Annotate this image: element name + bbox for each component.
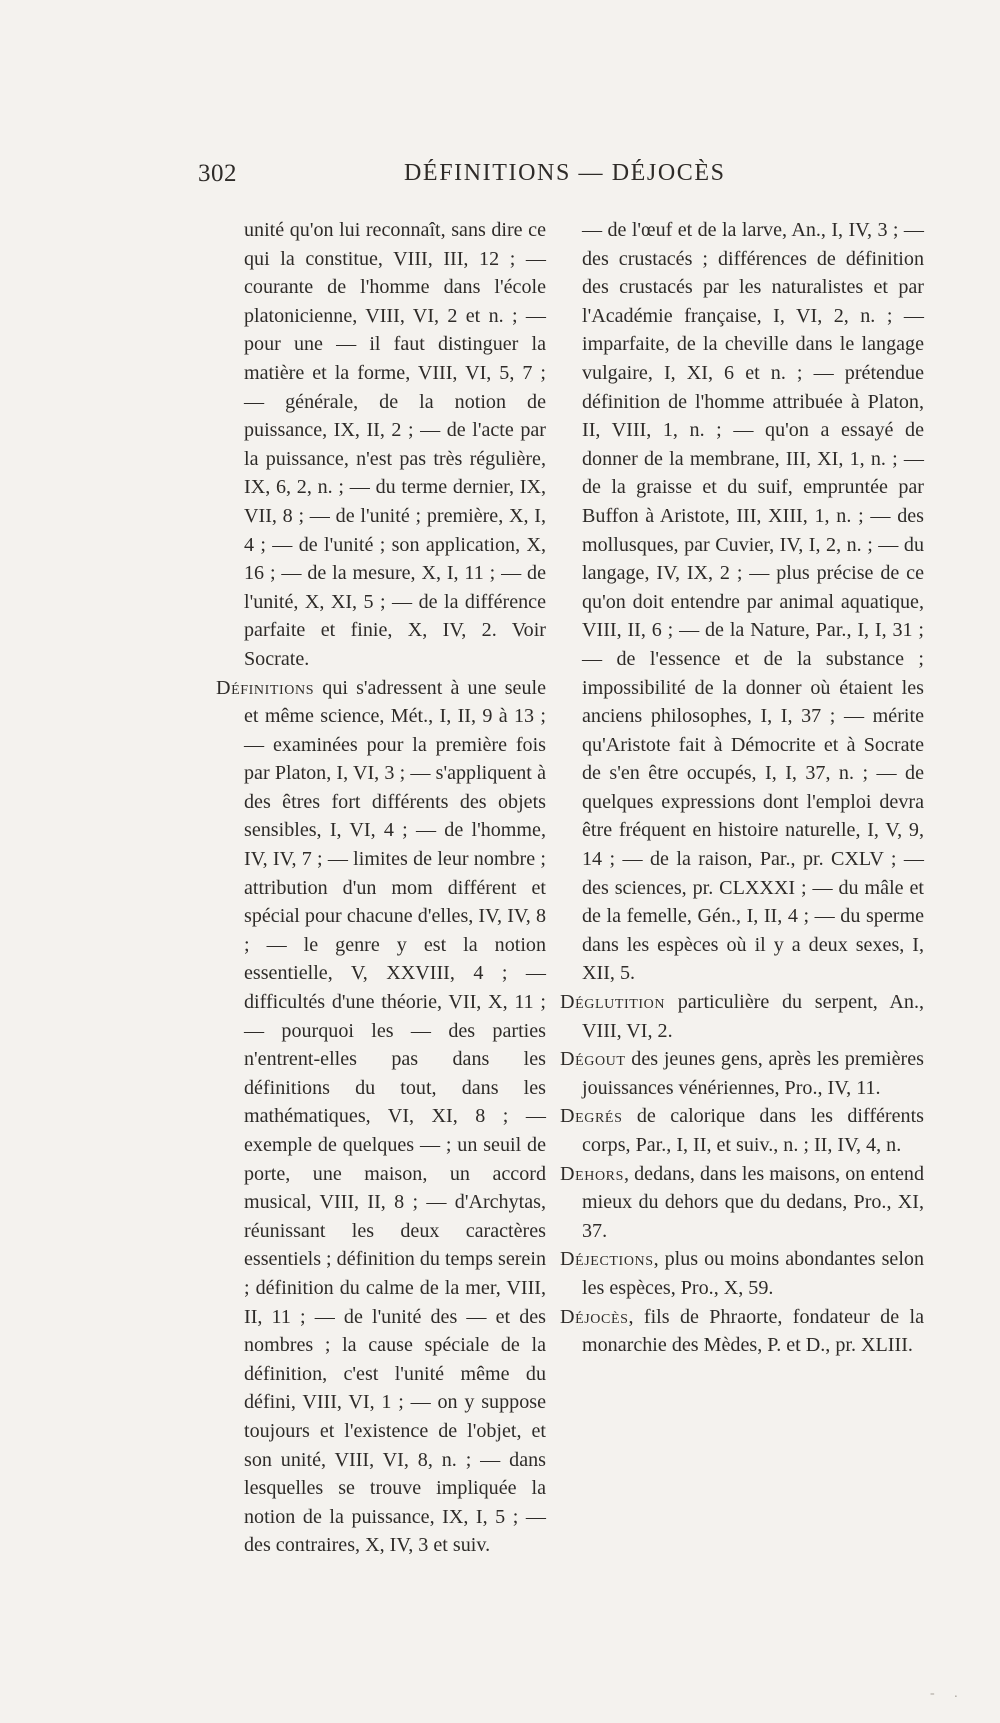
entry-text: , plus ou moins abondantes selon les espèces, Pro., X, 59. <box>582 1248 924 1299</box>
page-header <box>198 160 798 194</box>
index-entry <box>560 1045 924 1102</box>
entry-text: de calorique dans les différents corps, Par., I, II, et suiv., n. ; II, IV, 4, n. <box>582 1105 924 1156</box>
index-entry <box>216 674 546 1560</box>
running-head: DÉFINITIONS — DÉJOCÈS <box>404 160 726 186</box>
index-entry <box>560 1245 924 1302</box>
index-entry <box>560 988 924 1045</box>
continuation-text: — de l'œuf et de la larve, An., I, IV, 3 ; — des crustacés ; différences de définition des crustacés par les naturalistes et par l'Académie française, I, VI, 2, n. ; — imparfaite, de la cheville dans le langage vulgaire, I, XI, 6 et n. ; — prétendue définition de l'homme attribuée à Platon, II, VIII, 1, n. ; — qu'on a essayé de donner de la membrane, III, XI, 1, n. ; — de la graisse et du suif, empruntée par Buffon à Aristote, III, XIII, 1, n. ; — des mollusques, par Cuvier, IV, I, 2, n. ; — du langage, IV, IX, 2 ; — plus précise de ce qu'on doit entendre par animal aquatique, VIII, II, 6 ; — de la Nature, Par., I, I, 31 ; — de l'essence et de la substance ; impossibilité de la donner où étaient les anciens philosophes, I, I, 37 ; — mérite qu'Aristote fait à Démocrite et à Socrate de s'en être occupés, I, I, 37, n. ; — de quelques expressions dont l'emploi devra être fréquent en histoire naturelle, I, V, 9, 14 ; — de la raison, Par., pr. CXLV ; — des sciences, pr. CLXXXI ; — du mâle et de la femelle, Gén., I, II, 4 ; — du sperme dans les espèces où il y a deux sexes, I, XII, 5. <box>582 219 924 985</box>
index-entry <box>560 1303 924 1360</box>
entry-text: , dedans, dans les maisons, on entend mieux du dehors que du dedans, Pro., XI, 37. <box>582 1162 924 1242</box>
entry-headword: Déjections <box>560 1248 654 1271</box>
entry-text: qui s'adressent à une seule et même science, Mét., I, II, 9 à 13 ; — examinées pour la première fois par Platon, I, VI, 3 ; — s'appliquent à des êtres fort différents des objets sensibles, I, VI, 4 ; — de l'homme, IV, IV, 7 ; — limites de leur nombre ; attribution d'un mom différent et spécial pour chacune d'elles, IV, IV, 8 ; — le genre y est la notion essentielle, V, XXVIII, 4 ; — difficultés d'une théorie, VII, X, 11 ; — pourquoi les — des parties n'entrent-elles pas dans les définitions du tout, dans les mathématiques, VI, XI, 8 ; — exemple de quelques — ; un seuil de porte, une maison, un accord musical, VIII, II, 8 ; — d'Archytas, réunissant les deux caractères essentiels ; définition du temps serein ; définition du calme de la mer, VIII, II, 11 ; — de l'unité des — et des nombres ; la cause spéciale de la définition, c'est l'unité même du défini, VIII, VI, 1 ; — on y suppose toujours et l'existence de l'objet, et son unité, VIII, VI, 8, n. ; — dans lesquelles se trouve impliquée la notion de la puissance, IX, I, 5 ; — des contraires, X, IV, 3 et suiv. <box>244 676 546 1557</box>
page-number: 302 <box>198 160 237 187</box>
index-entry <box>560 1160 924 1246</box>
entry-text: , fils de Phraorte, fondateur de la monarchie des Mèdes, P. et D., pr. XLIII. <box>582 1305 924 1357</box>
footer-mark: - . <box>930 1686 966 1701</box>
entry-headword: Déglutition <box>560 991 666 1014</box>
index-entry <box>560 1102 924 1159</box>
entry-headword: Dégout <box>560 1048 626 1071</box>
entry-headword: Degrés <box>560 1105 623 1128</box>
entry-headword: Déjocès <box>560 1305 629 1328</box>
right-column <box>560 216 924 1360</box>
entry-headword: Définitions <box>216 676 315 699</box>
entry-text: particulière du serpent, An., VIII, VI, 2. <box>582 991 924 1042</box>
entry-text: des jeunes gens, après les premières jouissances vénériennes, Pro., IV, 11. <box>582 1048 924 1099</box>
entry-headword: Dehors <box>560 1162 625 1185</box>
continuation-text: unité qu'on lui reconnaît, sans dire ce qui la constitue, VIII, III, 12 ; — courante de l'homme dans l'école platonicienne, VIII, VI, 2 et n. ; — pour une — il faut distinguer la matière et la forme, VIII, VI, 5, 7 ; — générale, de la notion de puissance, IX, II, 2 ; — de l'acte par la puissance, n'est pas très régulière, IX, 6, 2, n. ; — du terme dernier, IX, VII, 8 ; — de l'unité ; première, X, I, 4 ; — de l'unité ; son application, X, 16 ; — de la mesure, X, I, 11 ; — de l'unité, X, XI, 5 ; — de la différence parfaite et finie, X, IV, 2. Voir Socrate. <box>244 219 546 670</box>
left-column <box>216 216 546 1560</box>
